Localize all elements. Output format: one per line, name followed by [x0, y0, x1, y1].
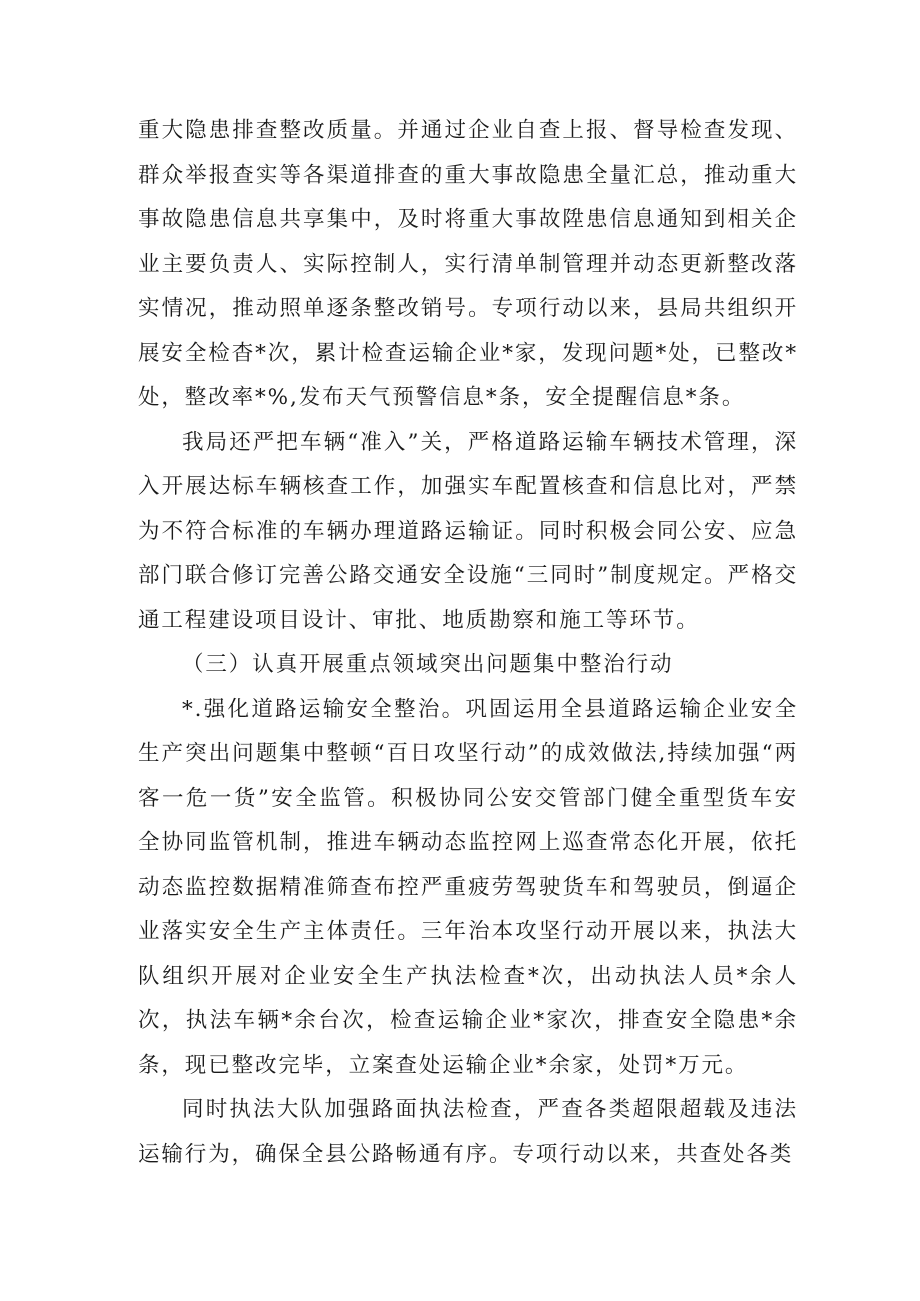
document-body [138, 109, 798, 1177]
paragraph-road-enforcement: 同时执法大队加强路面执法检查，严查各类超限超载及违法运输行为，确保全县公路畅通有序。专项行动以来，共查处各类 [138, 1097, 798, 1167]
paragraph-hazard-rectification: 重大隐患排查整改质量。并通过企业自查上报、督导检查发现、群众举报查实等各渠道排查的重大事故隐患全量汇总，推动重大事故隐患信息共享集中，及时将重大事故陞患信息通知到相关企业主要负责人、实际控制人，实行清单制管理并动态更新整改落实情况，推动照单逐条整改销号。专项行动以来，县局共组织开展安全检杳*次，累计检查运输企业*家，发现问题*处，已整改*处，整改率*%,发布天气预警信息*条，安全提醒信息*条。 [138, 118, 798, 410]
paragraph-road-transport-safety: *.强化道路运输安全整治。巩固运用全县道路运输企业安全生产突出问题集中整顿“百日攻坚行动”的成效做法,持续加强“两客一危一货”安全监管。积极协同公安交管部门健全重型货车安全协同监管机制，推进车辆动态监控网上巡查常态化开展，依托动态监控数据精准筛查布控严重疲劳驾驶货车和驾驶员，倒逼企业落实安全生产主体责任。三年治本攻坚行动开展以来，执法大队组织开展对企业安全生产执法检查*次，出动执法人员*余人次，执法车辆*余台次，检查运输企业*家次，排查安全隐患*余条，现已整改完毕，立案查处运输企业*余家，处罚*万元。 [138, 696, 798, 1078]
section-heading-3: （三）认真开展重点领域突出问题集中整治行动 [182, 652, 674, 677]
paragraph-vehicle-access: 我局还严把车辆“准入”关，严格道路运输车辆技术管理，深入开展达标车辆核查工作，加强实车配置核查和信息比对，严禁为不符合标准的车辆办理道路运输证。同时积极会同公安、应急部门联合修订完善公路交通安全设施“三同时”制度规定。严格交通工程建设项目设计、审批、地质勘察和施工等环节。 [138, 429, 798, 633]
